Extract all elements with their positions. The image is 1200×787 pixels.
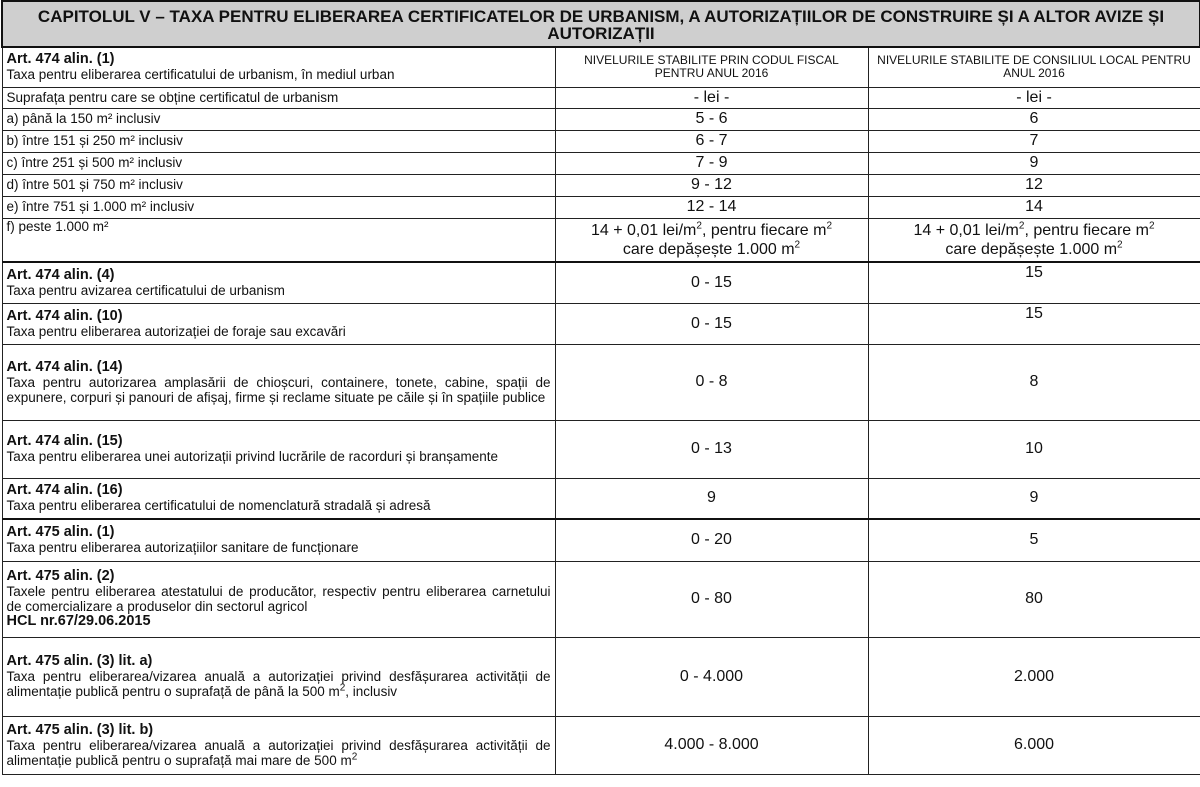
article-title: Art. 475 alin. (3) lit. b)	[6, 721, 154, 738]
unit-fiscal: - lei -	[555, 87, 868, 108]
fiscal-value: 9	[555, 478, 868, 519]
article-cell	[2, 637, 555, 716]
table-row	[2, 130, 1200, 152]
table-row	[2, 303, 1200, 344]
fiscal-value: 0 - 8	[555, 344, 868, 420]
local-value: 10	[868, 420, 1200, 478]
article-description: Taxa pentru autorizarea amplasării de chioșcuri, containere, tonete, cabine, spații de expunere, corpuri și panouri de afișaj, firme și reclame situate pe căile și în spațiile publice	[6, 374, 551, 405]
fiscal-value: 0 - 80	[555, 561, 868, 637]
article-description-text: Taxa pentru eliberarea/vizarea anuală a autorizației privind desfășurarea activității de alimentație publică pentru o suprafață mai mare de 500 m	[6, 737, 551, 768]
superscript: 2	[1148, 220, 1155, 232]
superscript: 2	[339, 682, 346, 694]
chapter-title: CAPITOLUL V – TAXA PENTRU ELIBERAREA CERTIFICATELOR DE URBANISM, A AUTORIZAȚIILOR DE CONSTRUIRE ȘI A ALTOR AVIZE ȘI AUTORIZAȚII	[2, 1, 1200, 47]
local-value: 6.000	[868, 716, 1200, 774]
table-row	[2, 108, 1200, 130]
column-header-local: NIVELURILE STABILITE DE CONSILIUL LOCAL PENTRU ANUL 2016	[868, 47, 1200, 87]
superscript: 2	[696, 220, 702, 232]
fiscal-value: 9 - 12	[555, 174, 868, 196]
article-title: Art. 474 alin. (4)	[6, 266, 115, 283]
local-value: 6	[868, 108, 1200, 130]
fiscal-value: 0 - 20	[555, 519, 868, 561]
surface-range-label: c) între 251 și 500 m² inclusiv	[2, 152, 555, 174]
surface-range-label: f) peste 1.000 m²	[2, 218, 555, 262]
article-cell	[2, 262, 555, 303]
local-value: 9	[868, 152, 1200, 174]
table-row	[2, 174, 1200, 196]
local-value: 80	[868, 561, 1200, 637]
superscript: 2	[1117, 239, 1123, 251]
article-cell	[2, 561, 555, 637]
article-title: Art. 475 alin. (1)	[6, 524, 115, 541]
local-value: 8	[868, 344, 1200, 420]
superscript: 2	[351, 751, 358, 762]
surface-range-label: e) între 751 și 1.000 m² inclusiv	[2, 196, 555, 218]
article-title: Art. 474 alin. (16)	[6, 482, 123, 499]
local-value: 2.000	[868, 637, 1200, 716]
article-cell	[2, 478, 555, 519]
fiscal-value-text: 14 + 0,01 lei/m	[590, 221, 697, 239]
article-description	[7, 669, 551, 699]
article-cell	[2, 519, 555, 561]
article-cell	[2, 420, 555, 478]
article-description: Taxele pentru eliberarea atestatului de producător, respectiv pentru eliberarea carnetului de comercializare a produselor din sectorul agricol	[6, 584, 551, 614]
article-cell	[2, 344, 555, 420]
superscript: 2	[826, 220, 833, 232]
table-row	[2, 716, 1200, 774]
table-row	[2, 561, 1200, 637]
unit-local: - lei -	[868, 87, 1200, 108]
local-value-text: care depășește 1.000 m	[945, 240, 1118, 258]
surface-label: Suprafața pentru care se obține certificatul de urbanism	[2, 87, 555, 108]
hcl-reference: HCL nr.67/29.06.2015	[6, 613, 151, 629]
table-row	[2, 152, 1200, 174]
article-title: Art. 474 alin. (1)	[6, 51, 115, 68]
fiscal-value: 6 - 7	[555, 130, 868, 152]
article-description-text: , inclusiv	[345, 684, 398, 699]
tax-table	[1, 0, 1200, 775]
table-row	[2, 262, 1200, 303]
fiscal-value: 7 - 9	[555, 152, 868, 174]
superscript: 2	[794, 239, 801, 251]
article-description: Taxa pentru eliberarea autorizațiilor sanitare de funcționare	[6, 540, 359, 556]
fiscal-value: 0 - 4.000	[555, 637, 868, 716]
fiscal-value: 5 - 6	[555, 108, 868, 130]
superscript: 2	[1018, 220, 1025, 232]
chapter-title-row	[2, 1, 1200, 47]
local-value: 15	[868, 303, 1200, 344]
local-value: 7	[868, 130, 1200, 152]
article-description: Taxa pentru eliberarea unei autorizații privind lucrările de racorduri și branșamente	[6, 449, 499, 464]
local-value: 12	[868, 174, 1200, 196]
local-value: 9	[868, 478, 1200, 519]
local-value-text: 14 + 0,01 lei/m	[913, 221, 1019, 239]
fiscal-value: 4.000 - 8.000	[555, 716, 868, 774]
article-description: Taxa pentru eliberarea autorizației de foraje sau excavări	[6, 323, 346, 339]
table-row	[2, 218, 1200, 262]
article-cell	[2, 47, 555, 87]
fiscal-value: 0 - 15	[555, 262, 868, 303]
table-row	[2, 478, 1200, 519]
article-title: Art. 474 alin. (10)	[6, 307, 123, 324]
local-value	[868, 218, 1200, 262]
table-row	[2, 344, 1200, 420]
fiscal-value: 0 - 15	[555, 303, 868, 344]
local-value: 15	[868, 262, 1200, 303]
local-value: 5	[868, 519, 1200, 561]
article-description: Taxa pentru avizarea certificatului de urbanism	[6, 282, 285, 298]
table-row	[2, 47, 1200, 87]
table-row	[2, 420, 1200, 478]
fiscal-value-text: care depășește 1.000 m	[622, 240, 795, 258]
article-description-text: Taxa pentru eliberarea/vizarea anuală a autorizației privind desfășurarea activității de alimentație publică pentru o suprafață de până la 500 m	[6, 669, 551, 699]
article-description: Taxa pentru eliberarea certificatului de nomenclatură stradală și adresă	[6, 498, 431, 514]
article-description: Taxa pentru eliberarea certificatului de urbanism, în mediul urban	[6, 67, 395, 83]
article-title: Art. 474 alin. (14)	[6, 358, 123, 375]
article-description	[7, 738, 551, 768]
surface-range-label: d) între 501 și 750 m² inclusiv	[2, 174, 555, 196]
table-row	[2, 87, 1200, 108]
article-title: Art. 474 alin. (15)	[6, 433, 123, 449]
surface-range-label: a) până la 150 m² inclusiv	[2, 108, 555, 130]
fiscal-value	[555, 218, 868, 262]
fiscal-value: 0 - 13	[555, 420, 868, 478]
fiscal-value: 12 - 14	[555, 196, 868, 218]
article-cell	[2, 303, 555, 344]
table-row	[2, 196, 1200, 218]
article-title: Art. 475 alin. (2)	[6, 568, 115, 584]
table-row	[2, 637, 1200, 716]
fiscal-value-text: , pentru fiecare m	[701, 221, 827, 239]
local-value-text: , pentru fiecare m	[1024, 221, 1149, 239]
article-cell	[2, 716, 555, 774]
surface-range-label: b) între 151 și 250 m² inclusiv	[2, 130, 555, 152]
column-header-fiscal: NIVELURILE STABILITE PRIN CODUL FISCAL PENTRU ANUL 2016	[555, 47, 868, 87]
article-title: Art. 475 alin. (3) lit. a)	[6, 653, 153, 669]
local-value: 14	[868, 196, 1200, 218]
table-row	[2, 519, 1200, 561]
